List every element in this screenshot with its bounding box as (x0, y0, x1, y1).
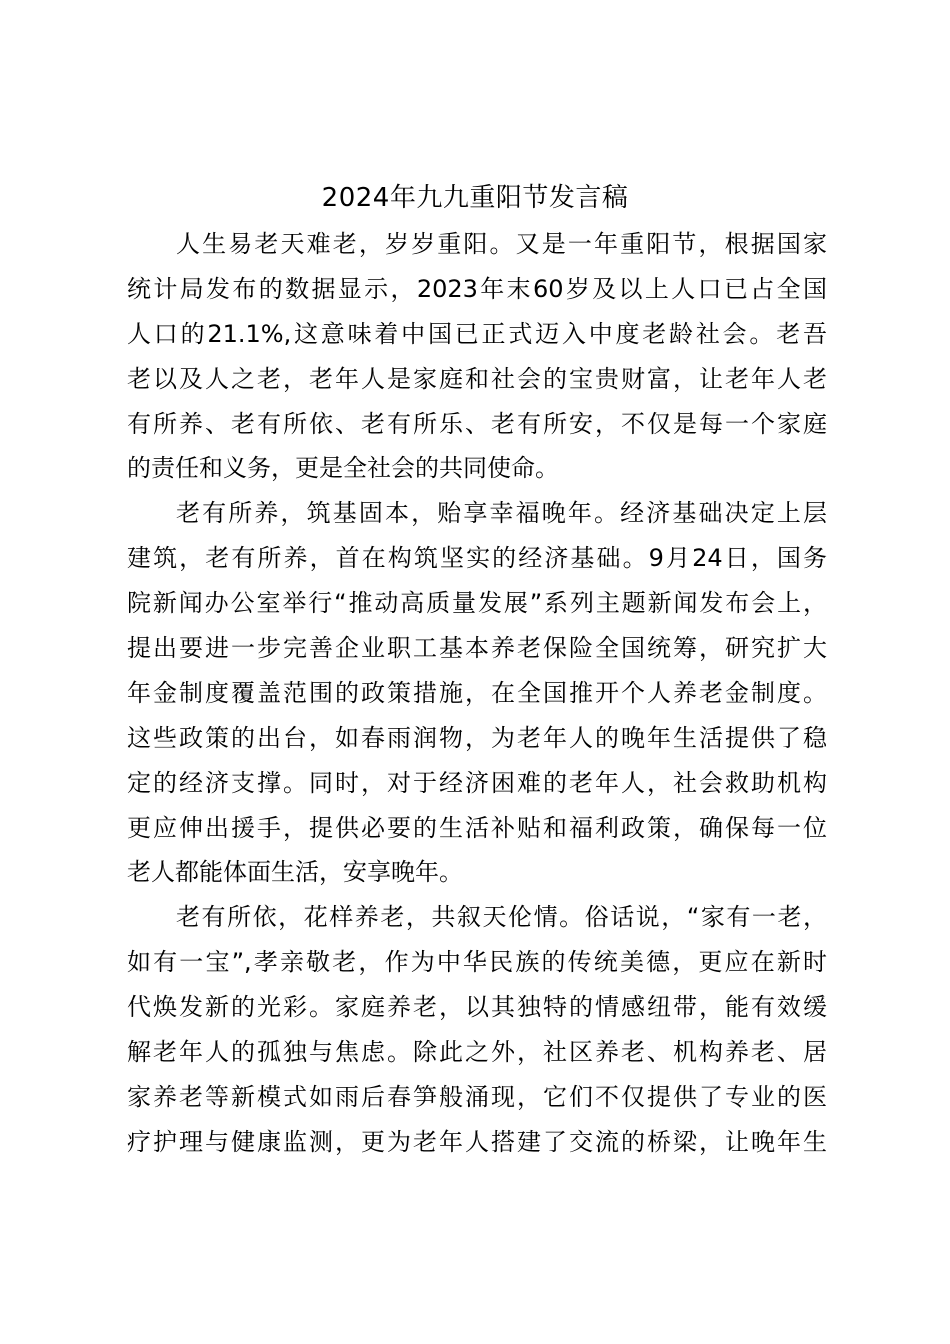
paragraph-line: 建筑，老有所养，首在构筑坚实的经济基础。9月24日，国务 (127, 544, 827, 573)
paragraph-line: 老以及人之老，老年人是家庭和社会的宝贵财富，让老年人老 (127, 364, 827, 393)
paragraph-line: 疗护理与健康监测，更为老年人搭建了交流的桥梁，让晚年生 (127, 1127, 827, 1156)
paragraph-line: 有所养、老有所依、老有所乐、老有所安，不仅是每一个家庭 (127, 409, 827, 438)
paragraph-1 (127, 222, 827, 491)
paragraph-line: 这些政策的出台，如春雨润物，为老年人的晚年生活提供了稳 (127, 723, 827, 752)
paragraph-3 (127, 895, 827, 1164)
paragraph-line: 老有所依，花样养老，共叙天伦情。俗话说，“家有一老， (176, 903, 827, 932)
document-body (127, 222, 827, 1165)
paragraph-line: 年金制度覆盖范围的政策措施，在全国推开个人养老金制度。 (127, 678, 827, 707)
paragraph-line: 提出要进一步完善企业职工基本养老保险全国统筹，研究扩大 (127, 634, 827, 663)
paragraph-line: 如有一宝”,孝亲敬老，作为中华民族的传统美德，更应在新时 (127, 948, 827, 977)
paragraph-line: 更应伸出援手，提供必要的生活补贴和福利政策，确保每一位 (127, 813, 827, 842)
paragraph-line: 统计局发布的数据显示，2023年末60岁及以上人口已占全国 (127, 274, 827, 303)
paragraph-line: 院新闻办公室举行“推动高质量发展”系列主题新闻发布会上， (127, 589, 827, 618)
paragraph-line: 解老年人的孤独与焦虑。除此之外，社区养老、机构养老、居 (127, 1038, 827, 1067)
paragraph-line: 定的经济支撑。同时，对于经济困难的老年人，社会救助机构 (127, 768, 827, 797)
paragraph-line: 代焕发新的光彩。家庭养老，以其独特的情感纽带，能有效缓 (127, 993, 827, 1022)
paragraph-line: 家养老等新模式如雨后春笋般涌现，它们不仅提供了专业的医 (127, 1082, 827, 1111)
paragraph-line: 的责任和义务，更是全社会的共同使命。 (127, 454, 559, 483)
paragraph-line: 人口的21.1%,这意味着中国已正式迈入中度老龄社会。老吾 (127, 319, 827, 348)
paragraph-line: 老人都能体面生活，安享晚年。 (127, 858, 463, 887)
paragraph-line: 老有所养，筑基固本，贻享幸福晚年。经济基础决定上层 (176, 499, 827, 528)
paragraph-line: 人生易老天难老，岁岁重阳。又是一年重阳节，根据国家 (176, 230, 827, 258)
document-title: 2024年九九重阳节发言稿 (321, 183, 629, 213)
paragraph-2 (127, 491, 827, 895)
